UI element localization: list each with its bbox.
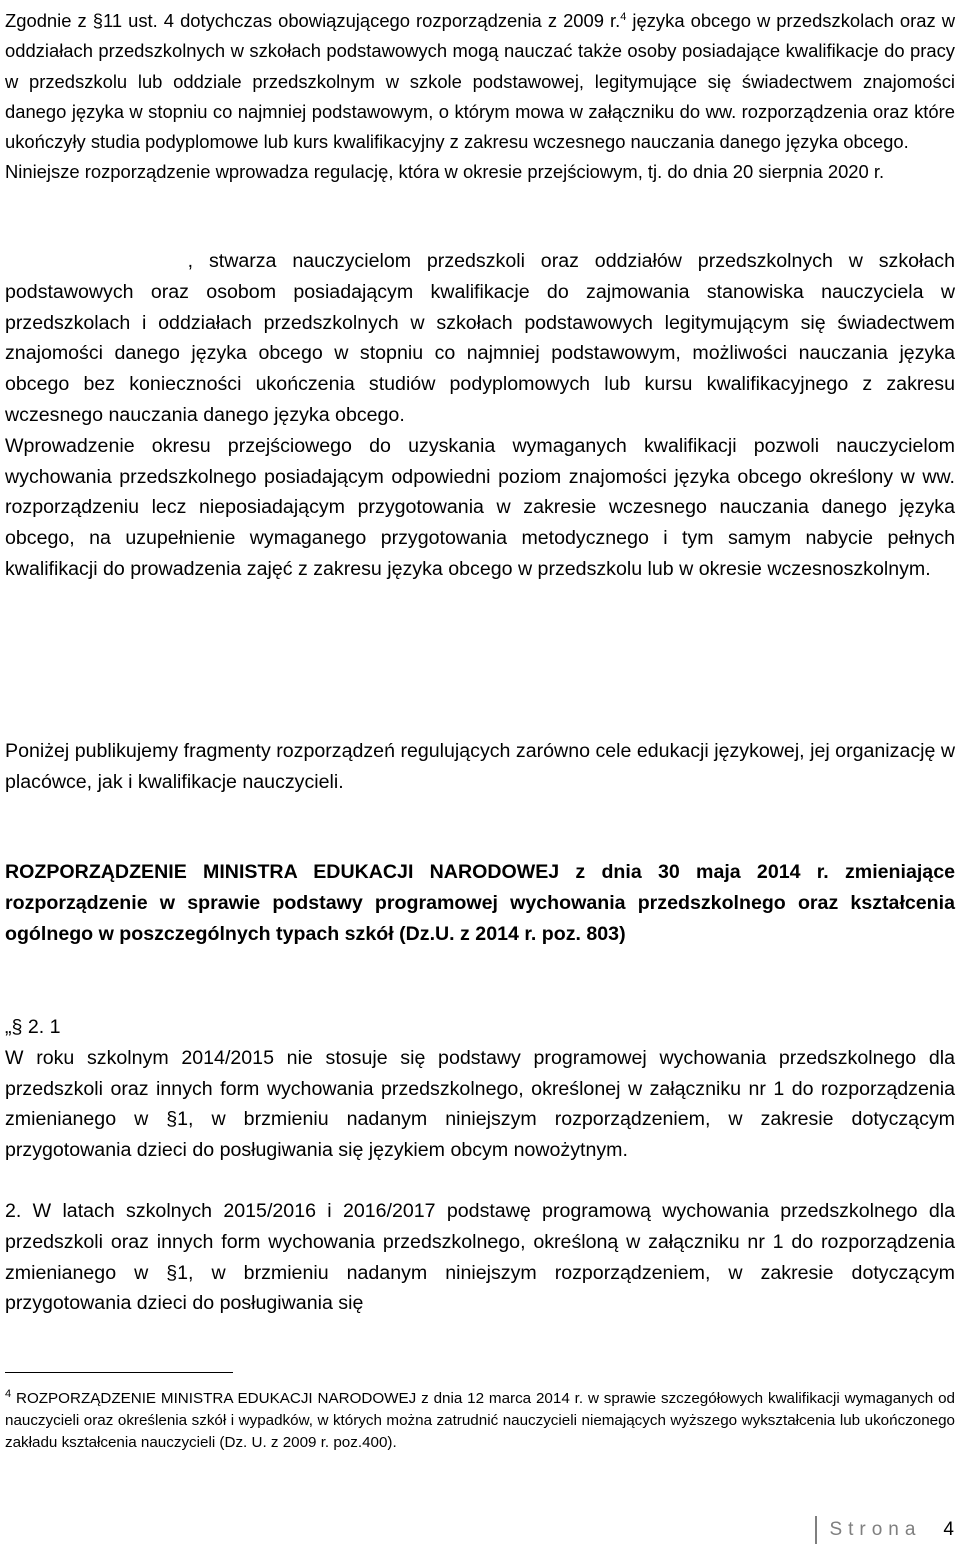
footnote-marker: 4 [5, 1387, 12, 1400]
intro-paragraph-1-start: Zgodnie z §11 ust. 4 dotychczas obowiązującego rozporządzenia z 2009 r. [5, 10, 621, 31]
intro-paragraph-2-rest [5, 246, 955, 431]
footer-page-number: 4 [943, 1519, 954, 1540]
footnote-text: ROZPORZĄDZENIE MINISTRA EDUKACJI NARODOWEJ z dnia 12 marca 2014 r. w sprawie szczegółowych kwalifikacji wymaganych od nauczycieli oraz określenia szkół i wypadków, w których można zatrudnić nauczycieli niemających wyższego wykształcenia lub ukończonego zakładu kształcenia nauczycieli (Dz. U. z 2009 r. poz.400). [5, 1390, 955, 1451]
intro-paragraph-3: Wprowadzenie okresu przejściowego do uzyskania wymaganych kwalifikacji pozwoli nauczycielom wychowania przedszkolnego posiadającym odpowiedni poziom znajomości języka obcego określony w ww. rozporządzeniu lecz nieposiadającym przygotowania w zakresie wczesnego nauczania danego języka obcego, na uzupełnienie wymaganego przygotowania metodycznego i tym samym nabycie pełnych kwalifikacji do prowadzenia zajęć z zakresu języka obcego w przedszkolu lub w okresie wczesnoszkolnym. [5, 434, 955, 580]
publication-note: Poniżej publikujemy fragmenty rozporządzeń regulujących zarówno cele edukacji językowej, jej organizację w placówce, jak i kwalifikacje nauczycieli. [5, 740, 955, 793]
section-point-1: W roku szkolnym 2014/2015 nie stosuje się podstawy programowej wychowania przedszkolnego dla przedszkoli oraz innych form wychowania przedszkolnego, określonej w załączniku nr 1 do rozporządzenia zmienianego w §1, w brzmieniu nadanym niniejszym rozporządzeniem, w zakresie dotyczącym przygotowania dzieci do posługiwania się językiem obcym nowożytnym. [5, 1046, 955, 1162]
footnote-reference: 4 [620, 10, 627, 23]
regulation-section [5, 1012, 955, 1319]
page-footer [815, 1512, 954, 1548]
intro-paragraph-2-tail: , stwarza nauczycielom przedszkoli oraz oddziałów przedszkolnych w szkołach podstawowych oraz osobom posiadającym kwalifikacje do zajmowania stanowiska nauczyciela w przedszkolach i oddziałach przedszkolnych w szkołach podstawowych legitymującym się świadectwem znajomości danego języka obcego w stopniu co najmniej podstawowym, możliwości nauczania języka obcego bez konieczności ukończenia studiów podyplomowych lub kursu kwalifikacyjnego z zakresu wczesnego nauczania danego języka obcego. [5, 250, 955, 426]
section-point-2: 2. W latach szkolnych 2015/2016 i 2016/2017 podstawę programową wychowania przedszkolnego dla przedszkoli oraz innych form wychowania przedszkolnego, określoną w załączniku nr 1 do rozporządzenia zmienianego w §1, w brzmieniu nadanym niniejszym rozporządzeniem, w zakresie dotyczącym przygotowania dzieci do posługiwania się [5, 1199, 955, 1315]
footnote-separator [5, 1372, 233, 1373]
footer-divider [815, 1516, 817, 1544]
intro-paragraph-1-rest: języka obcego w przedszkolach oraz w oddziałach przedszkolnych w szkołach podstawowych mogą nauczać także osoby posiadające kwalifikacje do pracy w przedszkolu lub oddziale przedszkolnym w szkole podstawowej, legitymujące się świadectwem znajomości danego języka w stopniu co najmniej podstawowym, o którym mowa w załączniku do ww. rozporządzenia oraz które ukończyły studia podyplomowe lub kurs kwalifikacyjny z zakresu wczesnego nauczania danego języka obcego. [5, 10, 955, 153]
footnote [5, 1388, 955, 1454]
regulation-heading: ROZPORZĄDZENIE MINISTRA EDUKACJI NARODOWEJ z dnia 30 maja 2014 r. zmieniające rozporządzenie w sprawie podstawy programowej wychowania przedszkolnego oraz kształcenia ogólnego w poszczególnych typach szkół (Dz.U. z 2014 r. poz. 803) [5, 861, 955, 945]
section-label: „§ 2. 1 [5, 1016, 61, 1038]
intro-section [5, 6, 955, 188]
footer-page-label: Strona [829, 1519, 922, 1540]
intro-paragraph-1 [5, 6, 955, 157]
intro-paragraph-2-start: Niniejsze rozporządzenie wprowadza regulację, która w okresie przejściowym, tj. do dnia 20 sierpnia 2020 r. [5, 161, 885, 183]
intro-continuation [5, 246, 955, 585]
